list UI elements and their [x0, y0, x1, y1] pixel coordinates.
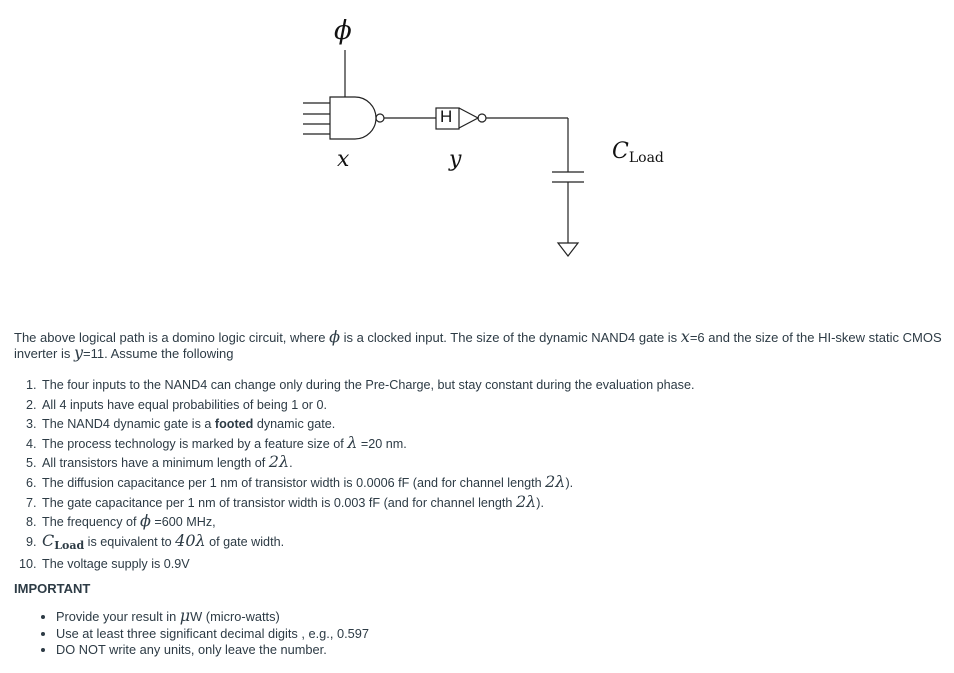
assumptions-list	[14, 376, 940, 575]
assumption-text: The voltage supply is 0.9V	[42, 557, 190, 572]
assumption-text: of gate width.	[205, 534, 285, 549]
nand4-gate	[330, 97, 376, 139]
cload-label	[612, 138, 664, 171]
list-item	[40, 376, 940, 396]
list-item	[40, 454, 940, 474]
cload-subscript: Load	[54, 538, 85, 552]
assumption-text: ).	[536, 495, 544, 510]
lambda-symbol: λ	[347, 432, 358, 452]
important-list	[14, 606, 369, 659]
assumption-text: The process technology is marked by a feature size of	[42, 436, 348, 451]
list-item	[40, 396, 940, 416]
lambda-symbol: 2λ	[545, 471, 566, 491]
list-item	[56, 606, 369, 626]
cload-letter: C	[612, 139, 629, 164]
assumption-text: is equivalent to	[84, 534, 176, 549]
assumption-text: All 4 inputs have equal probabilities of being 1 or 0.	[42, 397, 327, 412]
intro-text-2: is a clocked input. The size of the dynamic NAND4 gate is	[339, 330, 681, 345]
phi-symbol: ϕ	[140, 511, 151, 531]
h-label: H	[440, 107, 453, 126]
lambda-symbol: 2λ	[268, 452, 290, 472]
important-text: DO NOT write any units, only leave the number.	[56, 642, 327, 657]
assumption-text: .	[289, 456, 293, 471]
mu-symbol: μ	[179, 606, 191, 625]
y-label: y	[449, 147, 462, 172]
intro-text-3: =6 and the size of the HI-skew static CMOS inverter is	[14, 330, 942, 361]
nand4-output-bubble	[376, 114, 384, 122]
assumption-text: The diffusion capacitance per 1 nm of transistor width is 0.0006 fF (and for channel length	[42, 475, 546, 490]
important-text: W (micro-watts)	[190, 609, 280, 624]
list-item	[40, 555, 940, 575]
list-item	[56, 626, 369, 643]
list-item	[56, 642, 369, 659]
assumption-text: The NAND4 dynamic gate is a	[42, 417, 215, 432]
x-symbol: x	[680, 327, 690, 346]
important-text: Provide your result in	[56, 609, 180, 624]
ground-icon	[558, 243, 578, 256]
cload-subscript: Load	[628, 150, 664, 166]
assumption-text: ).	[565, 475, 574, 490]
problem-statement	[14, 327, 944, 362]
circuit-diagram	[0, 0, 954, 300]
assumption-text: The gate capacitance per 1 nm of transistor width is 0.003 fF (and for channel length	[42, 495, 516, 510]
assumption-text: =20 nm.	[357, 436, 407, 451]
lambda-symbol: 2λ	[515, 491, 537, 511]
list-item	[40, 415, 940, 435]
list-item	[40, 432, 940, 455]
lambda-symbol: 40λ	[175, 530, 206, 550]
important-heading: IMPORTANT	[14, 581, 91, 596]
cload-symbol: C	[42, 530, 55, 550]
assumption-text: =600 MHz,	[150, 515, 216, 530]
assumption-text: The four inputs to the NAND4 can change only during the Pre-Charge, but stay constant during the evaluation phase.	[42, 378, 695, 392]
intro-text-1: The above logical path is a domino logic circuit, where	[14, 330, 330, 345]
important-text: Use at least three significant decimal digits , e.g., 0.597	[56, 625, 369, 641]
assumption-text: dynamic gate.	[253, 417, 336, 432]
phi-symbol: ϕ	[329, 327, 340, 346]
list-item	[40, 491, 940, 514]
intro-text-4: =11. Assume the following	[83, 346, 234, 361]
list-item	[40, 471, 940, 494]
assumption-bold: footed	[214, 417, 254, 432]
y-symbol: y	[73, 343, 84, 362]
assumption-text: The frequency of	[42, 515, 141, 530]
inverter-triangle	[459, 108, 478, 128]
phi-label: ϕ	[334, 16, 352, 46]
x-label: x	[337, 147, 350, 172]
assumption-text: All transistors have a minimum length of	[42, 456, 269, 471]
list-item	[40, 530, 940, 556]
